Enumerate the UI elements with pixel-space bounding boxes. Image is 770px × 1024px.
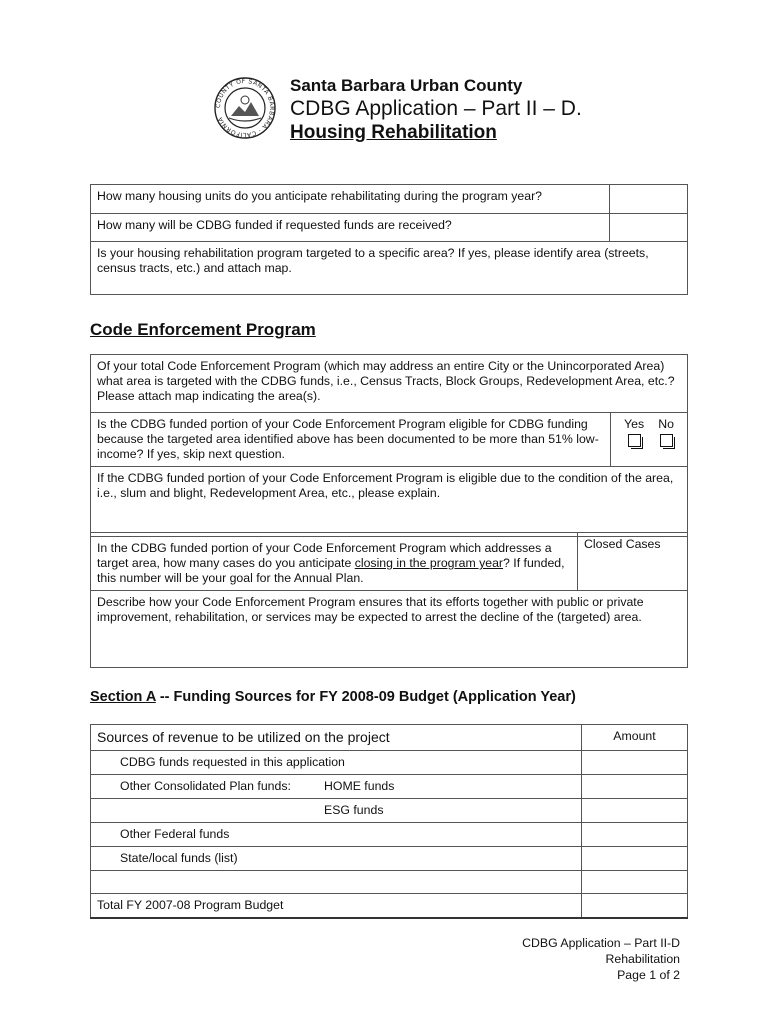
ce-q4-text-2: ? If funded, this number will be your goal for the Annual Plan. [97,556,565,585]
other-consolidated-label: Other Consolidated Plan funds: [120,779,291,793]
amount-cdbg[interactable] [582,751,688,775]
ce-q5[interactable]: Describe how your Code Enforcement Program ensures that its efforts together with public or private improvement, rehabilitation, or services may be expected to arrest the decline of the (targeted) area. [91,591,688,668]
housing-q1-answer[interactable] [610,185,688,214]
row-state-local-list[interactable] [91,871,582,894]
section-a-heading: -- Funding Sources for FY 2008-09 Budget (Application Year) [155,689,576,705]
amount-state-local[interactable] [582,847,688,871]
ce-q4-text-1: In the CDBG funded portion of your Code Enforcement Program which addresses a target area, how many cases do you anticipate [97,541,552,570]
section-a-title [90,689,576,705]
amount-header: Amount [582,725,688,751]
ce-q1[interactable]: Of your total Code Enforcement Program (which may address an entire City or the Unincorporated Area) what area is targeted with the CDBG funds, i.e., Census Tracts, Block Groups, Redevelopment Area, etc.? Please attach map indicating the area(s). [91,355,688,413]
row-total: Total FY 2007-08 Program Budget [91,894,582,919]
application-title: CDBG Application – Part II – D. [290,97,582,120]
row-other-federal: Other Federal funds [91,823,582,847]
ce-q2: Is the CDBG funded portion of your Code Enforcement Program eligible for CDBG funding because the targeted area identified above has been documented to be more than 51% low-income? If yes, skip next question. [91,413,611,467]
housing-q2-answer[interactable] [610,214,688,242]
housing-q1: How many housing units do you anticipate rehabilitating during the program year? [91,185,610,214]
amount-home[interactable] [582,775,688,799]
closed-cases-table [90,532,688,668]
page-footer [522,935,680,983]
amount-other-federal[interactable] [582,823,688,847]
code-enforcement-table [90,354,688,537]
footer-line-2: Rehabilitation [605,952,680,966]
row-state-local: State/local funds (list) [91,847,582,871]
home-funds-label: HOME funds [324,779,395,793]
ce-q3[interactable]: If the CDBG funded portion of your Code Enforcement Program is eligible due to the condition of the area, i.e., slum and blight, Redevelopment Area, etc., please explain. [91,467,688,537]
row-esg: ESG funds [91,799,582,823]
amount-total[interactable] [582,894,688,919]
footer-page-number: Page 1 of 2 [617,968,680,982]
row-cdbg: CDBG funds requested in this application [91,751,582,775]
county-name: Santa Barbara Urban County [290,76,523,95]
row-other-consolidated [91,775,582,799]
yes-label: Yes [624,417,645,431]
seal-text: COUNTY OF SANTA BARBARA · CALIFORNIA [214,77,276,139]
footer-line-1: CDBG Application – Part II-D [522,936,680,950]
closed-cases-field[interactable] [578,533,688,591]
ce-q2-yes-no [611,413,688,467]
ce-q4-underlined: closing in the program year [354,556,504,570]
yes-checkbox[interactable] [628,434,641,447]
amount-esg[interactable] [582,799,688,823]
code-enforcement-title: Code Enforcement Program [90,320,316,339]
no-checkbox[interactable] [660,434,673,447]
county-seal-logo [213,76,277,140]
housing-table [90,184,688,295]
sources-header: Sources of revenue to be utilized on the project [91,725,582,751]
funding-sources-table [90,724,688,919]
amount-state-local-list[interactable] [582,871,688,894]
page-title: Housing Rehabilitation [290,122,497,143]
no-label: No [658,417,674,431]
housing-q2: How many will be CDBG funded if requested funds are received? [91,214,610,242]
section-a-prefix: Section A [90,689,156,705]
housing-q3[interactable]: Is your housing rehabilitation program targeted to a specific area? If yes, please identify area (streets, census tracts, etc.) and attach map. [91,242,688,295]
closed-cases-label: Closed Cases [584,537,661,551]
ce-q4 [91,533,578,591]
